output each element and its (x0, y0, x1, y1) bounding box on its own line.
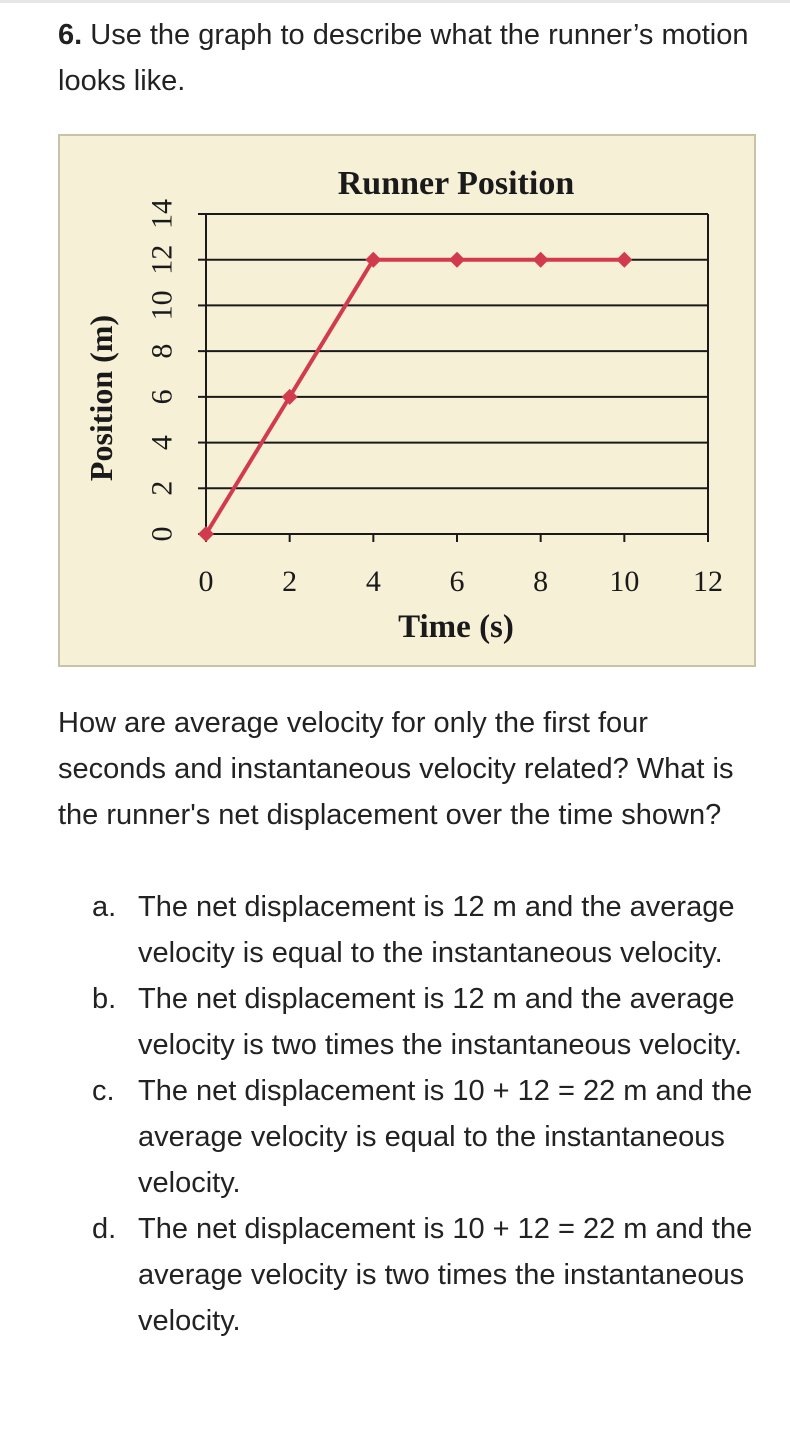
x-tick-label: 8 (533, 565, 549, 598)
question-prompt: How are average velocity for only the first four seconds and instantaneous velocity related? What is the runner's net displacement over the time shown? (58, 707, 734, 831)
data-point (616, 252, 632, 268)
y-tick-label: 14 (145, 199, 179, 229)
x-tick-label: 6 (449, 565, 465, 598)
y-tick-label: 12 (145, 244, 179, 275)
option-text: The net displacement is 12 m and the average velocity is two times the instantaneous velocity. (138, 983, 742, 1061)
runner-position-chart (60, 136, 754, 665)
y-tick-labels (146, 199, 179, 542)
x-axis-label: Time (s) (398, 609, 514, 645)
option-letter: b. (92, 983, 117, 1015)
option-letter: a. (92, 891, 117, 923)
option-c[interactable] (58, 1068, 758, 1206)
option-a[interactable] (58, 884, 758, 976)
x-tick-label: 4 (365, 565, 381, 598)
x-tick-label: 0 (198, 565, 214, 598)
answer-options (58, 884, 758, 1344)
x-tick-label: 2 (282, 565, 298, 598)
y-tick-label: 0 (145, 526, 179, 542)
y-tick-label: 2 (145, 480, 179, 496)
option-letter: d. (92, 1213, 117, 1245)
option-text: The net displacement is 12 m and the average velocity is equal to the instantaneous velocity. (138, 891, 735, 969)
top-divider (0, 0, 790, 3)
option-d[interactable] (58, 1206, 758, 1344)
y-tick-label: 8 (145, 343, 179, 359)
data-point (533, 252, 549, 268)
chart-title: Runner Position (337, 165, 575, 202)
y-tick-label: 4 (145, 435, 179, 451)
x-tick-label: 10 (609, 565, 640, 598)
x-tick-labels (199, 565, 724, 598)
y-tick-label: 10 (145, 290, 179, 321)
question-body: Use the graph to describe what the runner’s motion looks like. (58, 19, 749, 97)
question-text (58, 12, 758, 104)
data-point (449, 252, 465, 268)
y-axis-label: Position (m) (83, 314, 119, 482)
option-letter: c. (92, 1075, 115, 1107)
option-text: The net displacement is 10 + 12 = 22 m and the average velocity is equal to the instantaneous velocity. (138, 1075, 753, 1199)
y-tick-label: 6 (145, 389, 179, 405)
chart-panel (58, 134, 756, 667)
x-tick-label: 12 (693, 565, 723, 598)
option-text: The net displacement is 10 + 12 = 22 m and the average velocity is two times the instantaneous velocity. (138, 1213, 753, 1337)
option-b[interactable] (58, 976, 758, 1068)
question-number: 6. (58, 19, 83, 51)
